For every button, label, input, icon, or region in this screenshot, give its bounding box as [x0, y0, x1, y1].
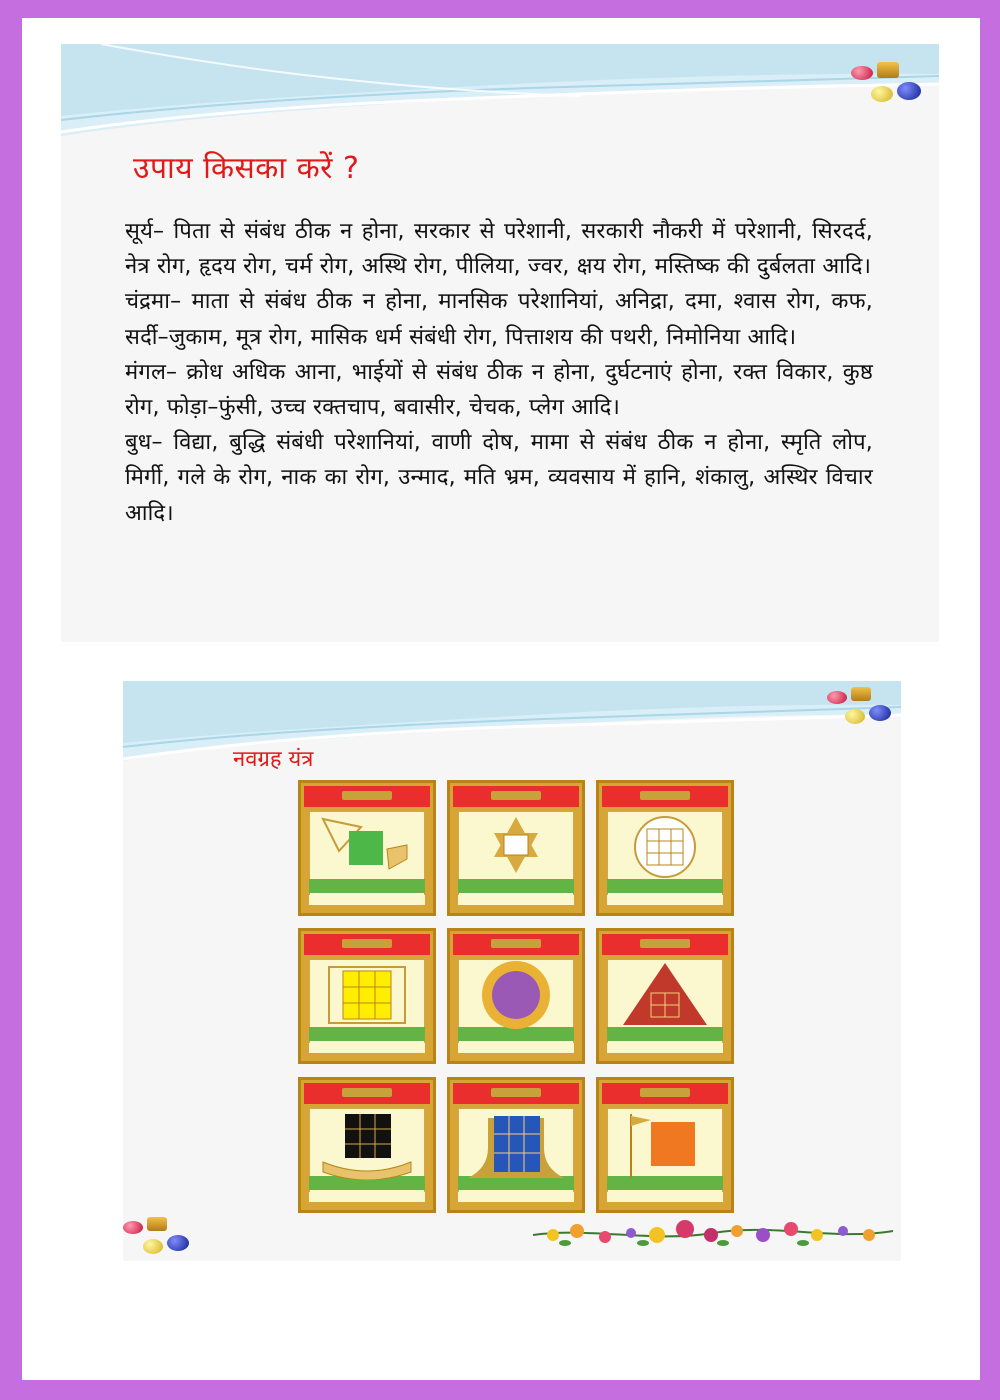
- header-wave-decoration: [61, 44, 939, 154]
- yantra-black-grid-icon: [309, 1108, 425, 1180]
- section-title: नवग्रह यंत्र: [233, 747, 314, 772]
- paragraph-sun: सूर्य– पिता से संबंध ठीक न होना, सरकार से परेशानी, सरकारी नौकरी में परेशानी, सिरदर्द, नेत्र रोग, हृदय रोग, चर्म रोग, अस्थि रोग, पीलिया, ज्वर, क्षय रोग, मस्तिष्क की दुर्बलता आदि।: [125, 219, 873, 280]
- yantra-card: [447, 1077, 585, 1213]
- gemstones-decoration: [851, 62, 931, 110]
- sapphire-icon: [897, 82, 921, 100]
- emerald-icon: [147, 1217, 167, 1231]
- ruby-icon: [123, 1221, 143, 1234]
- ruby-icon: [827, 691, 847, 704]
- topaz-icon: [871, 86, 893, 102]
- paragraph-moon: चंद्रमा– माता से संबंध ठीक न होना, मानसिक परेशानियां, अनिद्रा, दमा, श्वास रोग, कफ, सर्दी–जुकाम, मूत्र रोग, मासिक धर्म संबंधी रोग, पित्ताशय की पथरी, निमोनिया आदि।: [125, 289, 873, 350]
- yantra-card: [596, 1077, 734, 1213]
- emerald-icon: [851, 687, 871, 701]
- slide-causes: [61, 44, 939, 642]
- ruby-icon: [851, 66, 873, 80]
- yantra-circle-grid-icon: [607, 811, 723, 883]
- yantra-card: [596, 780, 734, 916]
- yantra-pyramid-icon: [607, 959, 723, 1031]
- paragraph-mercury: बुध– विद्या, बुद्धि संबंधी परेशानियां, वाणी दोष, मामा से संबंध ठीक न होना, स्मृति लोप, मिर्गी, गले के रोग, नाक का रोग, उन्माद, मति भ्रम, व्यवसाय में हानि, शंकालु, अस्थिर विचार आदि।: [125, 430, 873, 526]
- yantra-blue-grid-icon: [458, 1108, 574, 1180]
- topaz-icon: [845, 709, 865, 724]
- yantra-sun-icon: [458, 959, 574, 1031]
- paragraph-mars: मंगल– क्रोध अधिक आना, भाईयों से संबंध ठीक न होना, दुर्घटनाएं होना, रक्त विकार, कुष्ठ रोग, फोड़ा–फुंसी, उच्च रक्तचाप, बवासीर, चेचक, प्लेग आदि।: [125, 359, 873, 421]
- page-title: उपाय किसका करें ?: [133, 151, 360, 186]
- yantra-yellow-grid-icon: [309, 959, 425, 1031]
- page: [22, 18, 980, 1380]
- sapphire-icon: [167, 1235, 189, 1251]
- yantra-card: [447, 780, 585, 916]
- yantra-card: [298, 780, 436, 916]
- yantra-star-icon: [458, 811, 574, 883]
- flower-border-decoration: [533, 1209, 893, 1257]
- yantra-card: [298, 1077, 436, 1213]
- slide-navgrah-yantra: [123, 681, 901, 1261]
- yantra-triangle-square-icon: [309, 811, 425, 883]
- remedies-text: [125, 214, 873, 531]
- yantra-grid: [298, 780, 736, 1215]
- yantra-card: [298, 928, 436, 1064]
- yantra-card: [447, 928, 585, 1064]
- topaz-icon: [143, 1239, 163, 1254]
- emerald-icon: [877, 62, 899, 78]
- gemstones-decoration: [827, 687, 899, 731]
- yantra-orange-square-icon: [607, 1108, 723, 1180]
- yantra-card: [596, 928, 734, 1064]
- sapphire-icon: [869, 705, 891, 721]
- gemstones-decoration: [123, 1217, 195, 1261]
